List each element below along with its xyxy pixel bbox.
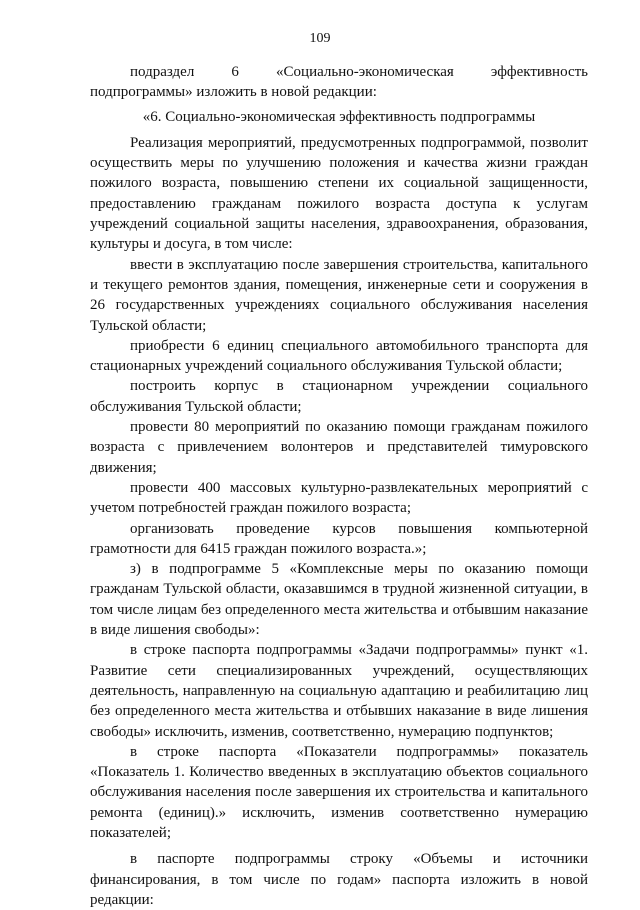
paragraph: в строке паспорта подпрограммы «Задачи подпрограммы» пункт «1. Развитие сети специализированных учреждений, осуществляющих деятельность, направленную на социальную адаптацию и реабилитацию лиц без определенного места жительства и отбывших наказание в виде лишения свободы» исключить, изменив, соответственно, нумерацию подпунктов;	[90, 642, 588, 740]
document-body	[90, 62, 588, 910]
paragraph: з) в подпрограмме 5 «Комплексные меры по оказанию помощи гражданам Тульской области, оказавшимся в трудной жизненной ситуации, в том числе лицам без определенного места жительства и отбывшим наказание в виде лишения свободы»:	[90, 561, 588, 639]
page-number: 109	[309, 31, 331, 46]
paragraph: провести 400 массовых культурно-развлекательных мероприятий с учетом потребностей граждан пожилого возраста;	[90, 479, 588, 517]
intro-paragraph: подраздел 6 «Социально-экономическая эффективность подпрограммы» изложить в новой редакции:	[90, 64, 588, 101]
paragraph: построить корпус в стационарном учреждении социального обслуживания Тульской области;	[90, 378, 588, 415]
section-heading: «6. Социально-экономическая эффективность подпрограммы	[142, 108, 536, 125]
paragraph: в паспорте подпрограммы строку «Объемы и источники финансирования, в том числе по годам» паспорта изложить в новой редакции:	[90, 851, 588, 908]
paragraph: Реализация мероприятий, предусмотренных подпрограммой, позволит осуществить меры по улучшению положения и качества жизни граждан пожилого возраста, повышению степени их социальной защищенности, предоставлению гражданам пожилого возраста доступа к услугам учреждений социальной защиты населения, здравоохранения, образования, культуры и досуга, в том числе:	[90, 134, 588, 253]
paragraph: в строке паспорта «Показатели подпрограммы» показатель «Показатель 1. Количество введенных в эксплуатацию объектов социального обслуживания населения после завершения их строительства и капитального ремонта (единиц).» исключить, изменив соответственно нумерацию показателей;	[90, 743, 588, 841]
paragraph: приобрести 6 единиц специального автомобильного транспорта для стационарных учреждений социального обслуживания Тульской области;	[90, 337, 588, 375]
paragraph: ввести в эксплуатацию после завершения строительства, капитального и текущего ремонтов здания, помещения, инженерные сети и сооружения в 26 государственных учреждениях социального обслуживания населения Тульской области;	[90, 256, 588, 334]
paragraph: провести 80 мероприятий по оказанию помощи гражданам пожилого возраста с привлечением волонтеров и представителей тимуровского движения;	[90, 419, 588, 476]
paragraph: организовать проведение курсов повышения компьютерной грамотности для 6415 граждан пожилого возраста.»;	[90, 520, 588, 557]
